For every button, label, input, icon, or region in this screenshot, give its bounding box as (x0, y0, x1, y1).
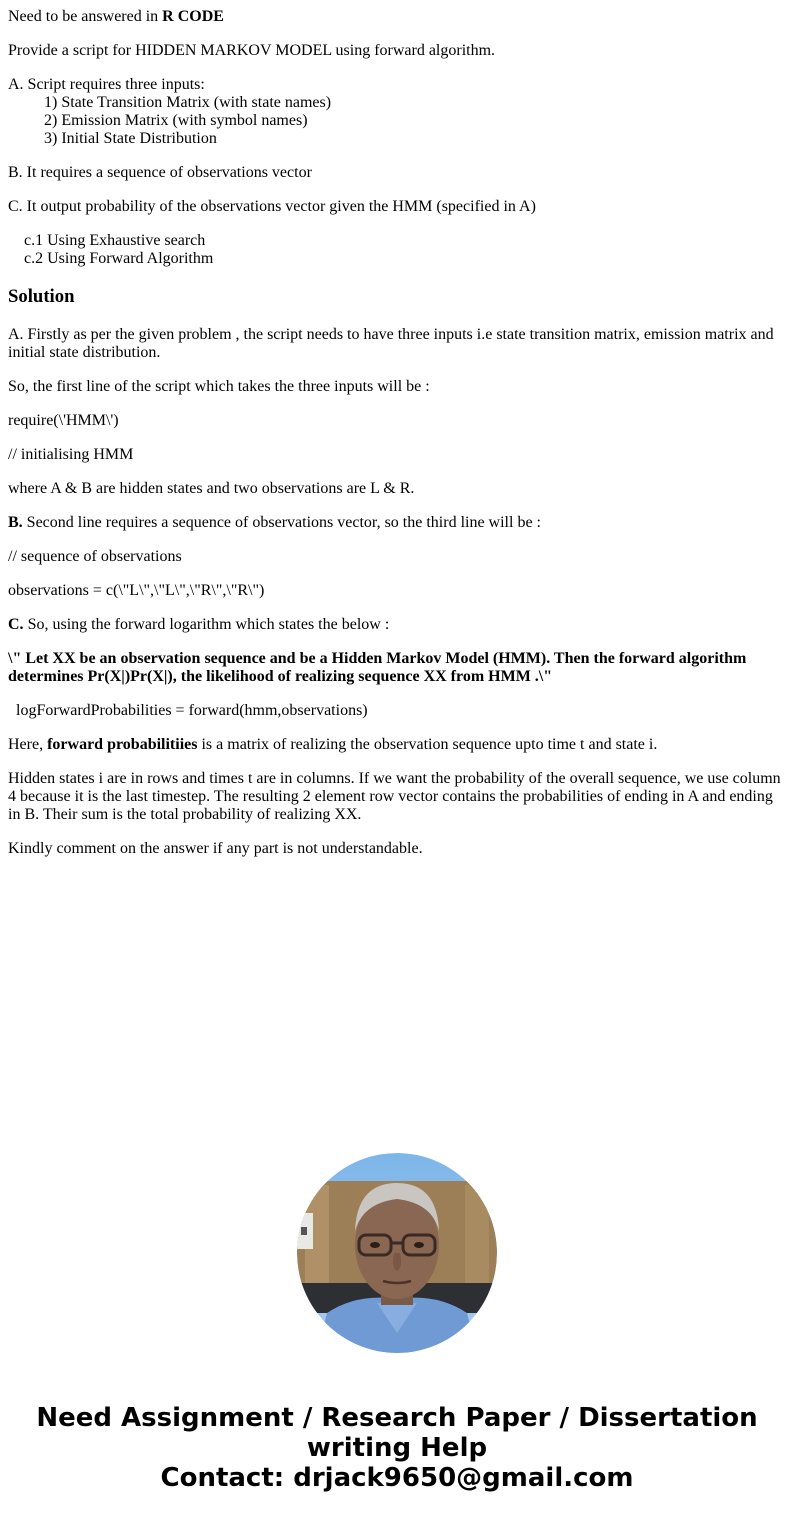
explanation-paragraph: Hidden states i are in rows and times t are in columns. If we want the probability of the overall sequence, we use column 4 because it is the last timestep. The resulting 2 element row vector contains the probabilities of ending in A and ending in B. Their sum is the total probability of realizing XX. (8, 770, 781, 823)
part-a-label: A. Script requires three inputs: (8, 76, 205, 93)
document-body (8, 8, 786, 874)
code-require: require(\'HMM\') (8, 412, 119, 429)
definition-quote (8, 650, 786, 686)
para-c-label: C. (8, 616, 24, 633)
part-c-item: c.1 Using Exhaustive search (24, 232, 206, 249)
part-c: C. It output probability of the observations vector given the HMM (specified in A) (8, 198, 536, 215)
banner-line-2: writing Help (306, 1433, 488, 1463)
here-suffix: is a matrix of realizing the observation sequence upto time t and state i. (197, 736, 658, 753)
para-c-text: So, using the forward logarithm which states the below : (23, 616, 390, 633)
part-a-item: 3) Initial State Distribution (44, 130, 217, 147)
part-a-item: 2) Emission Matrix (with symbol names) (44, 112, 308, 129)
solution-heading: Solution (8, 286, 75, 307)
here-explanation (8, 736, 786, 754)
states-note: where A & B are hidden states and two observations are L & R. (8, 480, 415, 497)
para-b-text: Second line requires a sequence of observations vector, so the third line will be : (22, 514, 541, 531)
first-line-intro: So, the first line of the script which takes the three inputs will be : (8, 378, 430, 395)
contact-banner (0, 1403, 794, 1493)
para-b-label: B. (8, 514, 23, 531)
solution-para-b (8, 514, 786, 532)
part-a-list (44, 94, 786, 148)
quote-text: \" Let XX be an observation sequence and be a Hidden Markov Model (HMM). Then the forward algorithm determines Pr(X|)Pr(X|), the likelihood of realizing sequence XX from HMM .\" (8, 650, 747, 685)
part-c-item: c.2 Using Forward Algorithm (24, 250, 214, 267)
task-statement: Provide a script for HIDDEN MARKOV MODEL using forward algorithm. (8, 42, 496, 59)
part-a-block (8, 76, 786, 148)
portrait-icon (297, 1153, 497, 1353)
banner-contact-line: Contact: drjack9650@gmail.com (160, 1463, 634, 1493)
intro-bold: R CODE (162, 8, 224, 25)
comment-init: // initialising HMM (8, 446, 134, 463)
comment-sequence: // sequence of observations (8, 548, 182, 565)
part-a-item: 1) State Transition Matrix (with state names) (44, 94, 332, 111)
intro-line (8, 8, 786, 26)
code-observations: observations = c(\"L\",\"L\",\"R\",\"R\") (8, 582, 265, 599)
solution-para-a: A. Firstly as per the given problem , the script needs to have three inputs i.e state transition matrix, emission matrix and initial state distribution. (8, 326, 774, 361)
part-b: B. It requires a sequence of observations vector (8, 164, 312, 181)
author-photo (297, 1153, 497, 1353)
here-bold-term: forward probabilitiies (47, 736, 198, 753)
code-forward: logForwardProbabilities = forward(hmm,observations) (16, 702, 368, 719)
solution-para-c (8, 616, 786, 634)
intro-text: Need to be answered in (8, 8, 163, 25)
part-c-list (24, 232, 786, 268)
closing-note: Kindly comment on the answer if any part is not understandable. (8, 840, 423, 857)
here-prefix: Here, (8, 736, 48, 753)
banner-line-1: Need Assignment / Research Paper / Dissertation (36, 1403, 758, 1433)
